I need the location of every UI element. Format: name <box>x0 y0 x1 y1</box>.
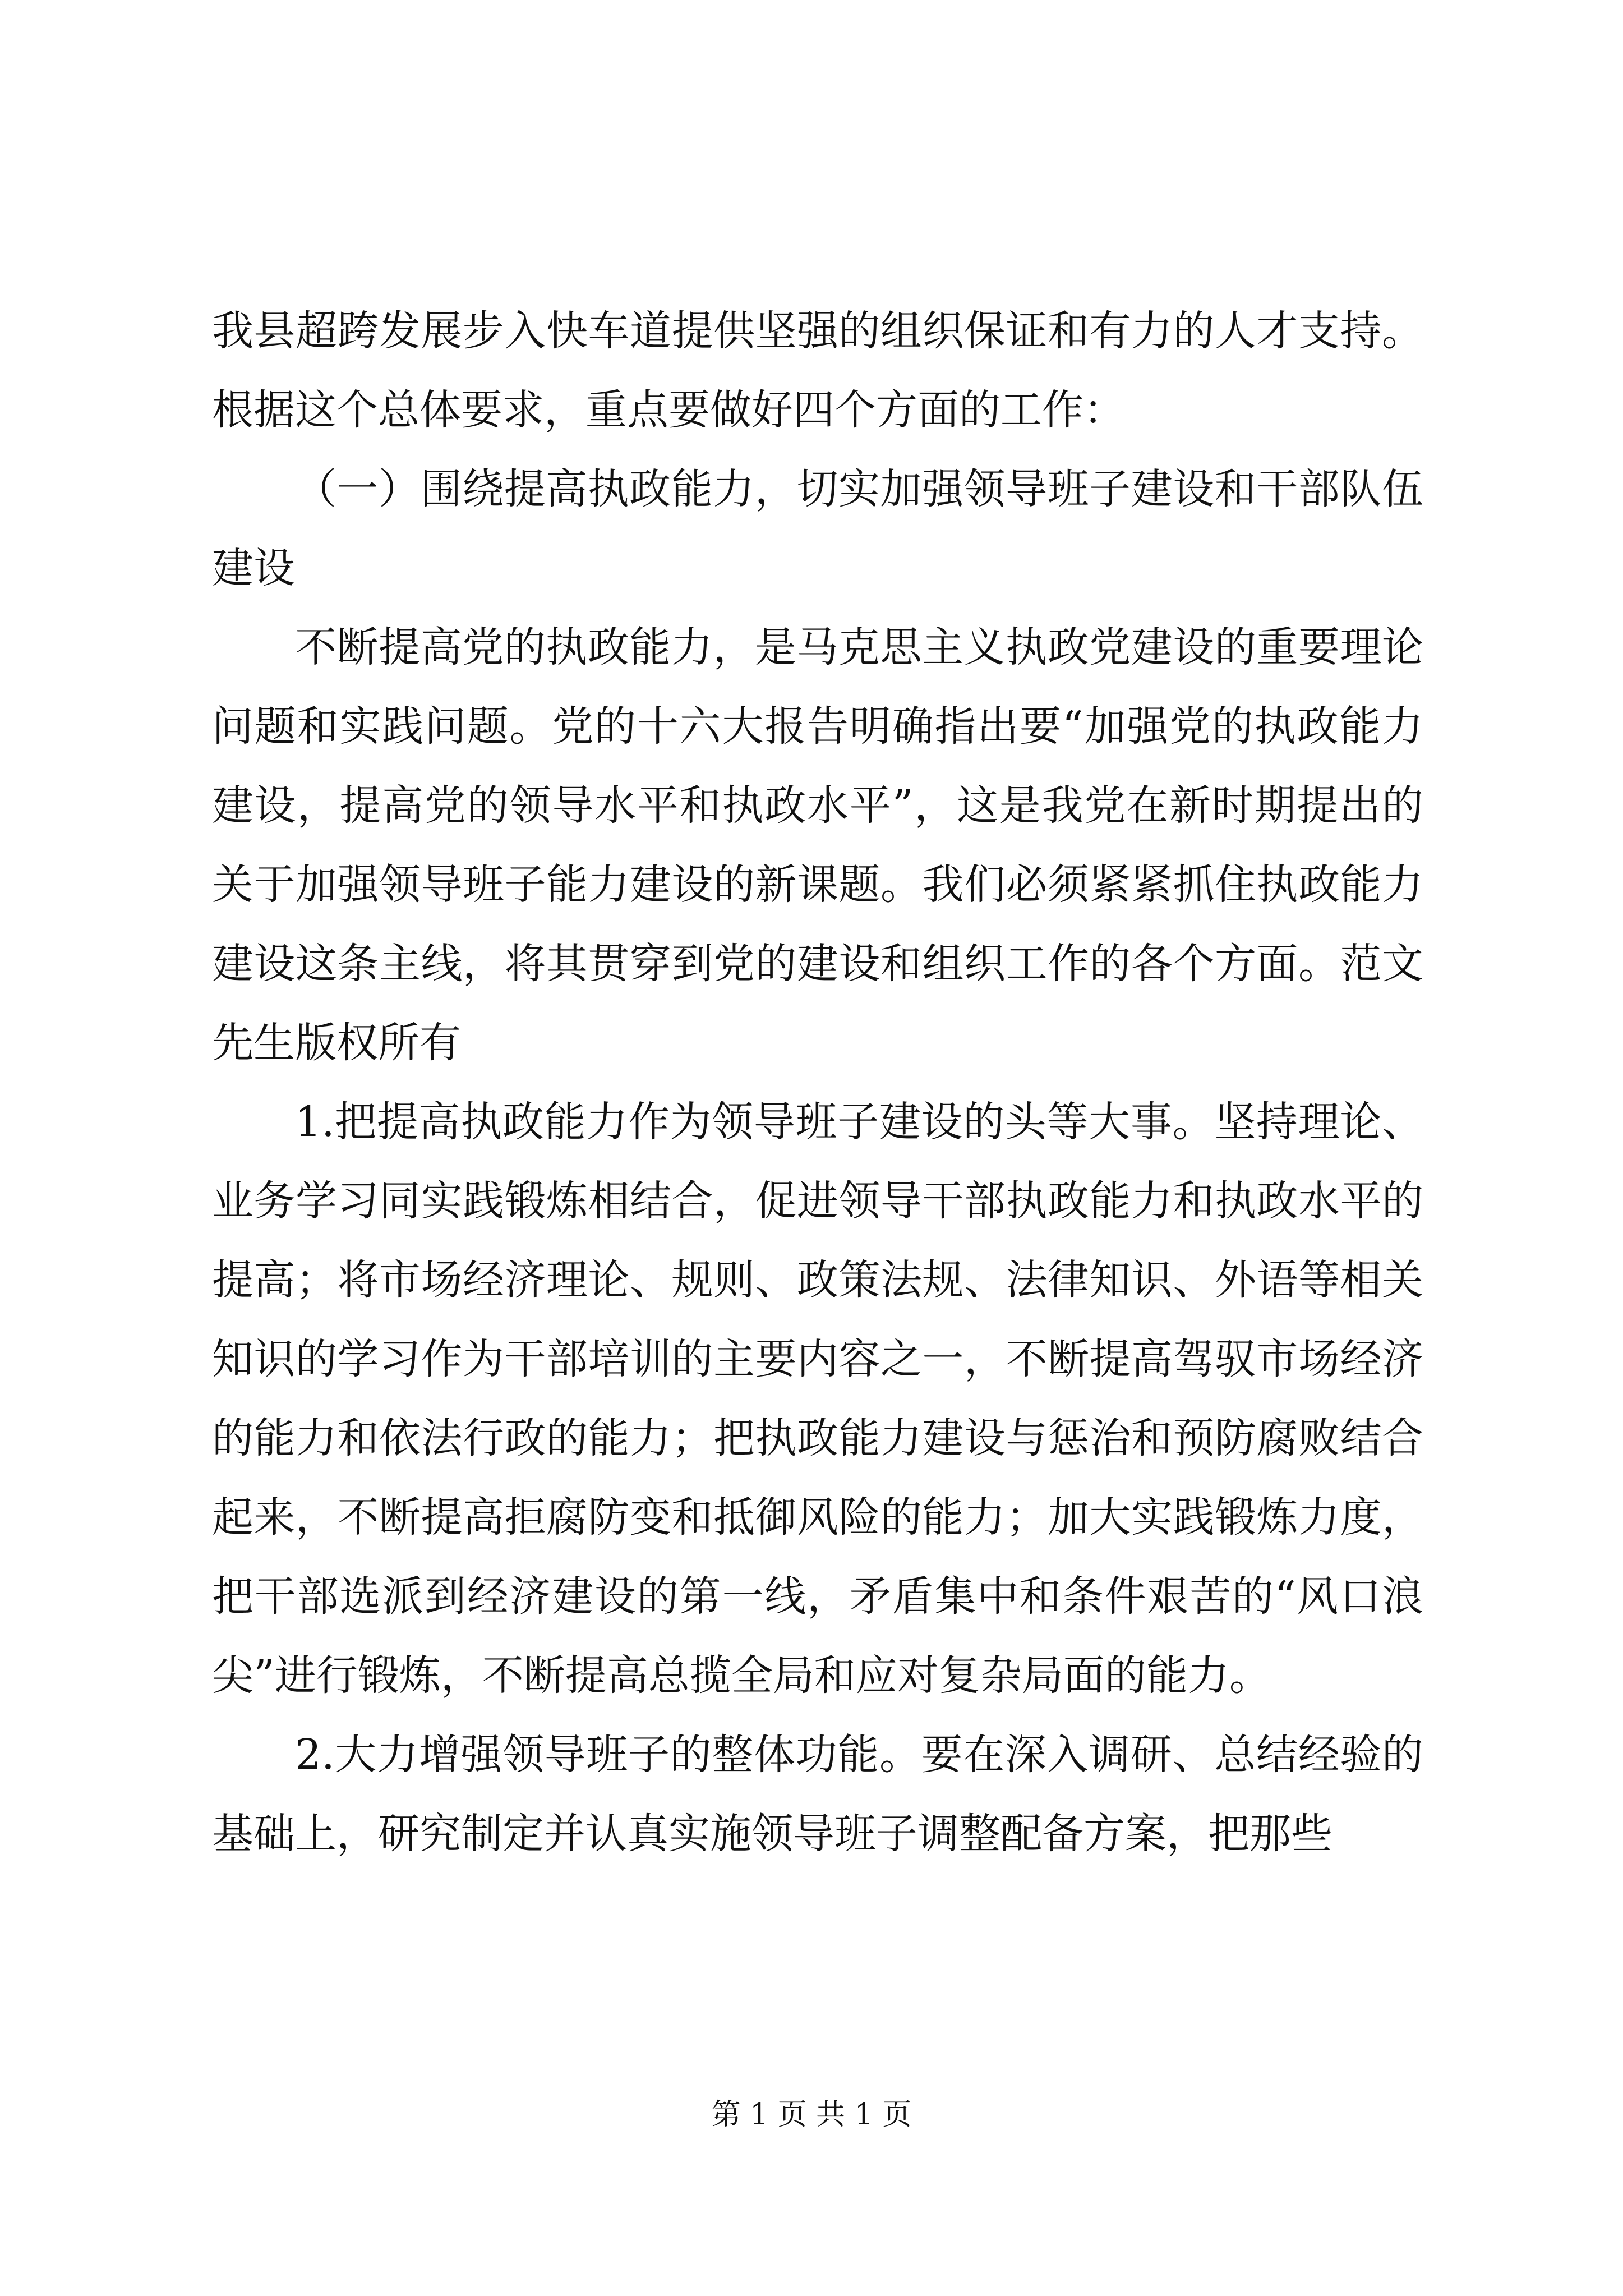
paragraph: 2.大力增强领导班子的整体功能。要在深入调研、总结经验的基础上，研究制定并认真实施领导班子调整配备方案，把那些 <box>212 1731 1423 1858</box>
paragraph: 1.把提高执政能力作为领导班子建设的头等大事。坚持理论、业务学习同实践锻炼相结合，促进领导干部执政能力和执政水平的提高；将市场经济理论、规则、政策法规、法律知识、外语等相关知识的学习作为干部培训的主要内容之一，不断提高驾驭市场经济的能力和依法行政的能力；把执政能力建设与惩治和预防腐败结合起来，不断提高拒腐防变和抵御风险的能力；加大实践锻炼力度，把干部选派到经济建设的第一线，矛盾集中和条件艰苦的“风口浪尖”进行锻炼，不断提高总揽全局和应对复杂局面的能力。 <box>212 1098 1423 1700</box>
paragraph-continuation: 我县超跨发展步入快车道提供坚强的组织保证和有力的人才支持。根据这个总体要求，重点要做好四个方面的工作： <box>212 307 1423 434</box>
section-heading: （一）围绕提高执政能力，切实加强领导班子建设和干部队伍建设 <box>212 465 1423 592</box>
paragraph: 不断提高党的执政能力，是马克思主义执政党建设的重要理论问题和实践问题。党的十六大报告明确指出要“加强党的执政能力建设，提高党的领导水平和执政水平”，这是我党在新时期提出的关于加强领导班子能力建设的新课题。我们必须紧紧抓住执政能力建设这条主线，将其贯穿到党的建设和组织工作的各个方面。范文先生版权所有 <box>212 623 1423 1067</box>
page-footer: 第 1 页 共 1 页 <box>711 2098 912 2132</box>
document-body <box>212 292 1423 1874</box>
